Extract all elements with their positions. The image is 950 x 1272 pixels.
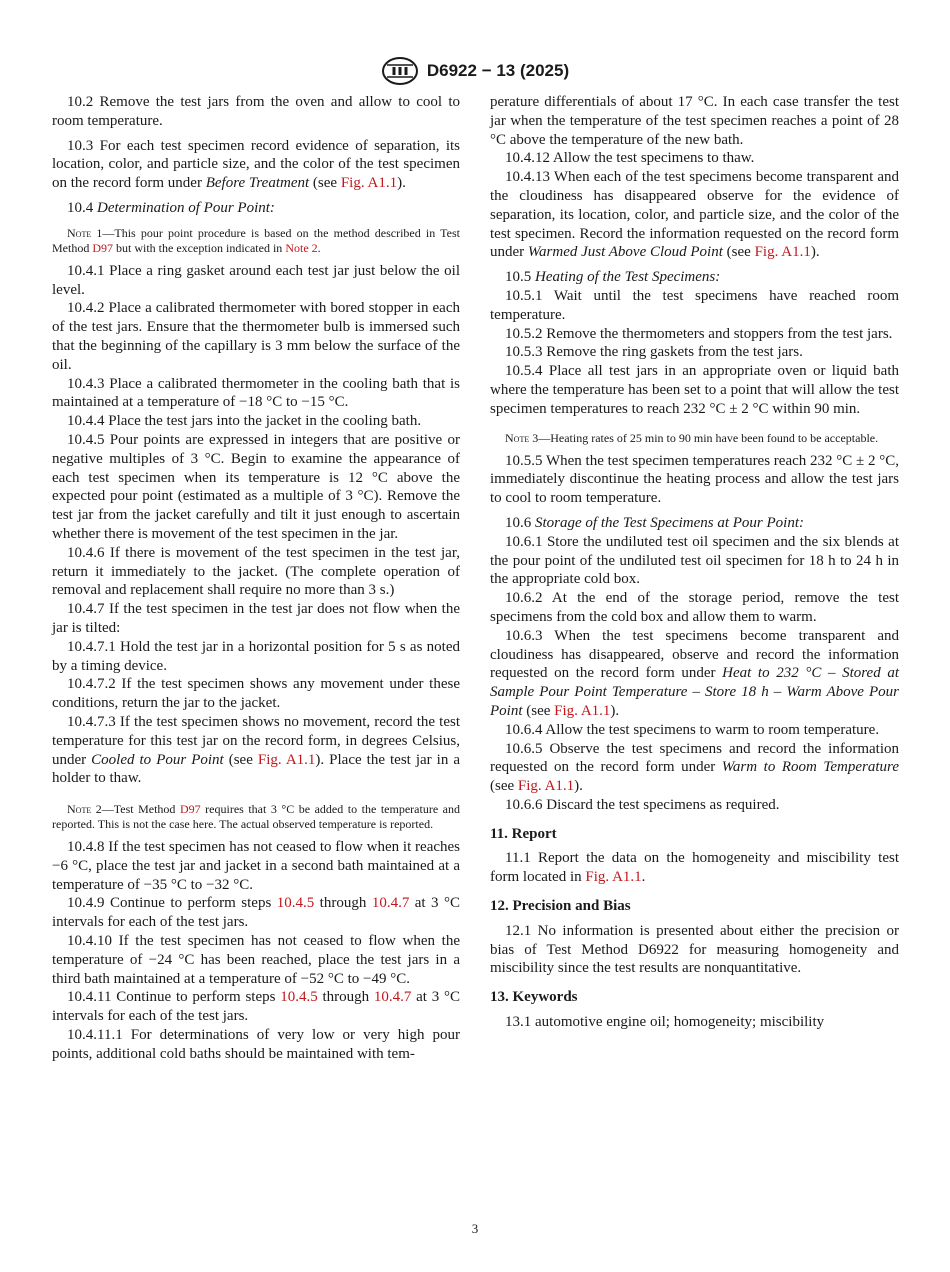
note-3: Note 3—Heating rates of 25 min to 90 min have been found to be acceptable.	[505, 430, 879, 445]
paragraph-10-4-7-3: 10.4.7.3 If the test specimen shows no movement, record the test temperature for this test jar on the record form, in degrees Celsius, under Cooled to Pour Point (see Fig. A1.1). Place the test jar in a holder to thaw.	[52, 713, 461, 787]
section-10-4-heading: 10.4 Determination of Pour Point:	[67, 199, 275, 216]
note-2-link[interactable]: Note 2	[285, 240, 318, 255]
paragraph-10-4-11-1: 10.4.11.1 For determinations of very low or very high pour points, additional cold baths should be maintained with tem-	[52, 1027, 460, 1062]
paragraph-13-1: 13.1 automotive engine oil; homogeneity; miscibility	[505, 1014, 825, 1031]
paragraph-10-5-5: 10.5.5 When the test specimen temperatures reach 232 °C ± 2 °C, immediately discontinue the heating process and allow the test jars to cool to room temperature.	[490, 452, 900, 507]
paragraph-10-6-1: 10.6.1 Store the undiluted test oil specimen and the six blends at the pour point of the undiluted test oil specimen for 18 h to 24 h in the appropriate cold box.	[490, 533, 899, 588]
paragraph-10-4-7-1: 10.4.7.1 Hold the test jar in a horizontal position for 5 s as noted by a timing device.	[52, 638, 460, 674]
paragraph-10-5-2: 10.5.2 Remove the thermometers and stoppers from the test jars.	[505, 325, 893, 342]
step-10-4-7-link[interactable]: 10.4.7	[371, 895, 410, 912]
fig-a1-1-link[interactable]: Fig. A1.1	[517, 778, 575, 795]
section-12-heading: 12. Precision and Bias	[490, 898, 631, 915]
document-designation: D6922 − 13 (2025)	[426, 61, 570, 80]
note-2: Note 2—Test Method D97 requires that 3 °C be added to the temperature and reported. This is not the case here. The actual observed temperature is reported.	[52, 802, 460, 832]
section-10-6-heading: 10.6 Storage of the Test Specimens at Pour Point:	[505, 514, 805, 531]
paragraph-11-1: 11.1 Report the data on the homogeneity and miscibility test form located in Fig. A1.1.	[490, 850, 899, 886]
section-13-heading: 13. Keywords	[490, 989, 578, 1006]
paragraph-10-5-3: 10.5.3 Remove the ring gaskets from the test jars.	[505, 344, 803, 361]
fig-a1-1-link[interactable]: Fig. A1.1	[257, 751, 316, 768]
right-column	[490, 93, 899, 1032]
note-1: Note 1—This pour point procedure is based on the method described in Test Method D97 but with the exception indicated in Note 2.	[52, 225, 461, 255]
paragraph-10-4-3: 10.4.3 Place a calibrated thermometer in the cooling bath that is maintained at a temperature of −18 °C to −15 °C.	[52, 375, 460, 411]
paragraph-10-6-4: 10.6.4 Allow the test specimens to warm to room temperature.	[505, 721, 880, 738]
paragraph-10-5-4: 10.5.4 Place all test jars in an appropriate oven or liquid bath where the temperature has been set to a point that will allow the test specimen temperatures to reach 232 °C ± 2 °C within 90 min.	[490, 363, 899, 417]
paragraph-12-1: 12.1 No information is presented about either the precision or bias of Test Method D6922 for measuring homogeneity and miscibility since the test results are nonquantitative.	[490, 922, 899, 977]
fig-a1-1-link[interactable]: Fig. A1.1	[554, 702, 611, 719]
paragraph-10-4-8: 10.4.8 If the test specimen has not ceased to flow when it reaches −6 °C, place the test jar and jacket in a second bath maintained at a temperature of −35 °C to −32 °C.	[52, 839, 460, 893]
paragraph-10-4-4: 10.4.4 Place the test jars into the jacket in the cooling bath.	[67, 413, 422, 430]
step-10-4-5-link[interactable]: 10.4.5	[280, 989, 318, 1006]
step-10-4-5-link[interactable]: 10.4.5	[276, 895, 315, 912]
paragraph-10-6-5: 10.6.5 Observe the test specimens and record the information requested on the record form under Warm to Room Temperature (see Fig. A1.1).	[490, 740, 899, 795]
page-number: 3	[471, 1221, 479, 1236]
step-10-4-7-link[interactable]: 10.4.7	[373, 989, 412, 1006]
paragraph-10-4-6: 10.4.6 If there is movement of the test specimen in the test jar, return it immediately to the jacket. (The complete operation of removal and replacement shall require no more than 3 s.)	[52, 544, 460, 599]
paragraph-10-4-13: 10.4.13 When each of the test specimens become transparent and the cloudiness has disappeared observe for the evidence of separation, its location, color, and particle size, and the color of the test specimen. Record the information requested on the record form under Warmed Just Above Cloud Point (see Fig. A1.1).	[490, 169, 899, 261]
paragraph-10-4-9: 10.4.9 Continue to perform steps 10.4.5 through 10.4.7 at 3 °C intervals for each of the test jars.	[52, 895, 460, 931]
d97-link[interactable]: D97	[179, 802, 201, 817]
paragraph-10-4-1: 10.4.1 Place a ring gasket around each test jar just below the oil level.	[52, 262, 460, 298]
fig-a1-1-link[interactable]: Fig. A1.1	[585, 869, 642, 886]
paragraph-10-4-10: 10.4.10 If the test specimen has not ceased to flow when the temperature of −24 °C has been reached, place the test jars in a third bath maintained at a temperature of −52 °C to −49 °C.	[52, 933, 460, 987]
astm-logo-icon	[381, 56, 419, 86]
paragraph-10-5-1: 10.5.1 Wait until the test specimens have reached room temperature.	[490, 287, 899, 323]
paragraph-10-4-12: 10.4.12 Allow the test specimens to thaw.	[505, 150, 755, 167]
paragraph-10-6-6: 10.6.6 Discard the test specimens as required.	[505, 796, 780, 813]
left-column	[52, 93, 460, 1064]
section-11-heading: 11. Report	[490, 825, 557, 842]
d97-link[interactable]: D97	[92, 240, 114, 255]
paragraph-10-3: 10.3 For each test specimen record evidence of separation, its location, color, and particle size, and the color of the test specimen on the record form under Before Treatment (see Fig. A1.1).	[52, 137, 460, 192]
paragraph-10-6-3: 10.6.3 When the test specimens become transparent and cloudiness has disappeared, observe and record the information requested on the record form under Heat to 232 °C – Stored at Sample Pour Point Temperature – Store 18 h – Warm Above Pour Point (see Fig. A1.1).	[490, 627, 899, 719]
paragraph-10-4-2: 10.4.2 Place a calibrated thermometer with bored stopper in each of the test jars. Ensure that the thermometer bulb is immersed such that the beginning of the capillary is 3 mm below the surface of the oil.	[52, 300, 460, 373]
section-10-5-heading: 10.5 Heating of the Test Specimens:	[505, 269, 721, 286]
paragraph-continuation: perature differentials of about 17 °C. In each case transfer the test jar when the temperature of the test specimen reaches a point of 28 °C above the temperature of the new bath.	[490, 94, 899, 148]
paragraph-10-4-5: 10.4.5 Pour points are expressed in integers that are positive or negative multiples of 3 °C. Begin to examine the appearance of each test specimen when its temperature is 12 °C above the expected pour point (estimated as a multiple of 3 °C). Remove the test jar from the jacket carefully and tilt it just enough to ascertain whether there is movement of the test specimen in the jar.	[52, 431, 460, 542]
paragraph-10-6-2: 10.6.2 At the end of the storage period, remove the test specimens from the cold box and allow them to warm.	[490, 590, 899, 625]
paragraph-10-2: 10.2 Remove the test jars from the oven and allow to cool to room temperature.	[52, 94, 460, 129]
paragraph-10-4-7-2: 10.4.7.2 If the test specimen shows any movement under these conditions, return the jar to the jacket.	[52, 676, 460, 712]
paragraph-10-4-7: 10.4.7 If the test specimen in the test jar does not flow when the jar is tilted:	[52, 601, 460, 636]
fig-a1-1-link[interactable]: Fig. A1.1	[754, 244, 811, 261]
page-header	[0, 56, 950, 91]
paragraph-10-4-11: 10.4.11 Continue to perform steps 10.4.5 through 10.4.7 at 3 °C intervals for each of the test jars.	[52, 989, 460, 1025]
fig-a1-1-link[interactable]: Fig. A1.1	[340, 175, 398, 192]
